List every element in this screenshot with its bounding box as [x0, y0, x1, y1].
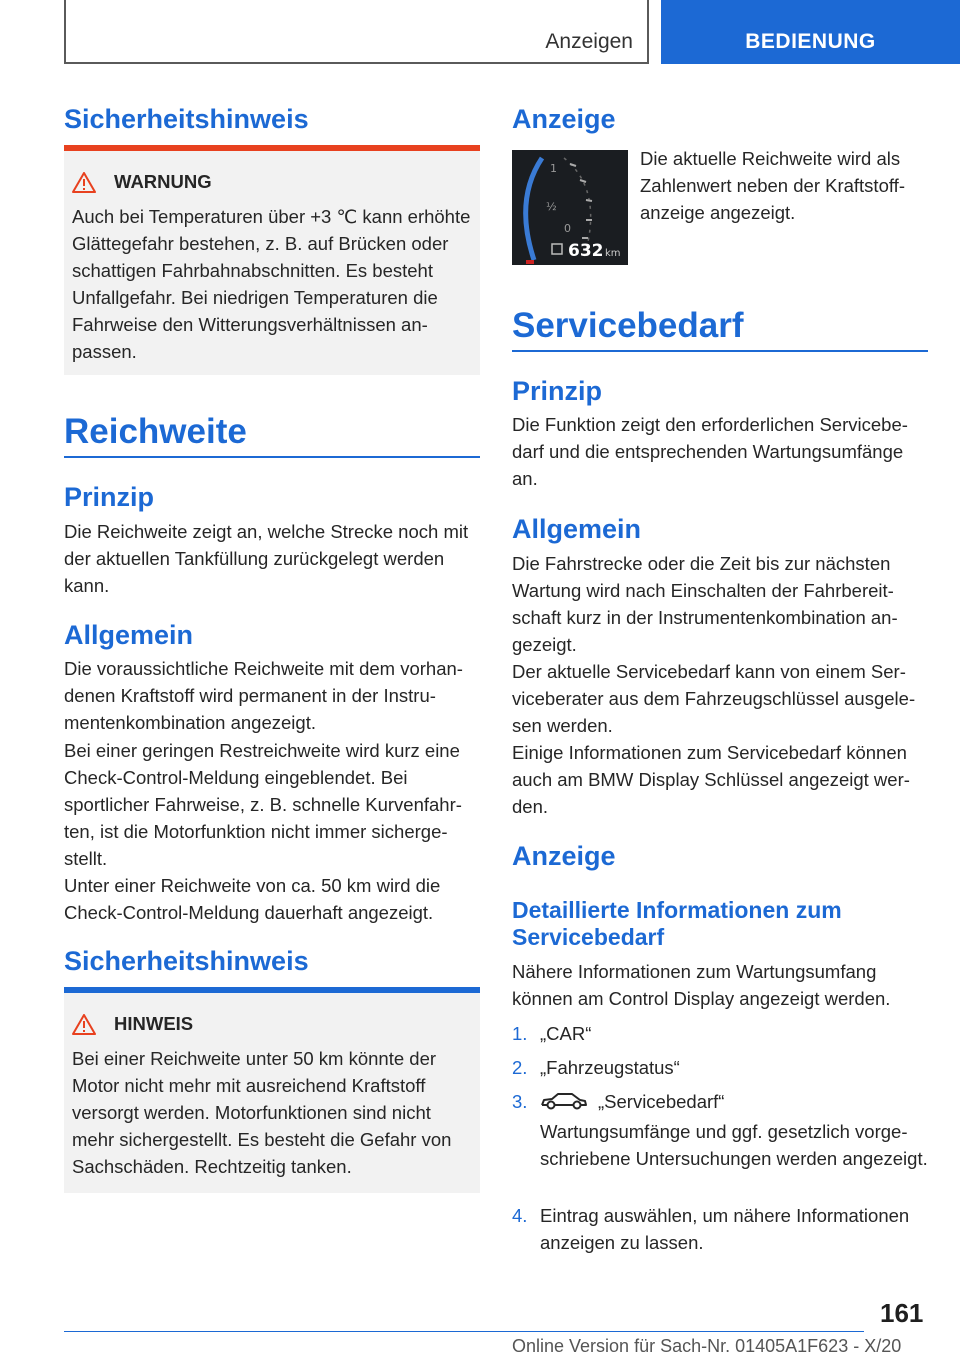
range-general-p1: Die voraussichtliche Reichweite mit dem vorhandenen Kraftstoff wird permanent in der Instrumentenkombination angezeigt. [64, 658, 463, 733]
service-detail-heading: Detaillierte Informationen zum Servicebedarf [512, 897, 842, 950]
service-principle-text: Die Funktion zeigt den erforderlichen Servicebedarf und die entsprechenden Wartungsumfänge an. [512, 414, 908, 489]
warning-box [64, 145, 480, 375]
service-general-p3: Einige Informationen zum Servicebedarf können auch am BMW Display Schlüssel angezeigt werden. [512, 742, 910, 817]
service-general-heading: Allgemein [512, 514, 642, 544]
range-heading: Reichweite [64, 412, 247, 451]
warning-triangle-icon [72, 172, 96, 193]
range-principle-text: Die Reichweite zeigt an, welche Strecke noch mit der aktuellen Tankfüllung zurückgelegt werden kann. [64, 521, 469, 596]
gauge-range-value: 632 [568, 241, 604, 261]
service-general-p2: Der aktuelle Servicebedarf kann von einem Serviceberater aus dem Fahrzeugschlüssel ausgelesen werden. [512, 661, 916, 736]
range-general-p2: Bei einer geringen Restreichweite wird kurz eine Check-Control-Meldung eingeblendet. Bei sportlicher Fahrweise, z. B. schnelle Kurvenfahrten, ist die Motorfunktion nicht immer sichergestellt. [64, 740, 462, 869]
page-number: 161 [880, 1298, 924, 1328]
range-heading-rule [64, 456, 480, 458]
header-chapter-tab [661, 0, 960, 64]
car-icon [540, 1090, 588, 1112]
footer-rule [64, 1331, 864, 1332]
warning-triangle-icon [72, 1014, 96, 1035]
notice-box [64, 987, 480, 1193]
display-text: Die aktuelle Reichweite wird als Zahlenwert neben der Kraftstoffanzeige angezeigt. [640, 148, 905, 223]
gauge-label-empty: 0 [564, 222, 571, 235]
step-4-text: Eintrag auswählen, um nähere Informationen anzeigen zu lassen. [540, 1205, 910, 1253]
safety-heading-1: Sicherheitshinweis [64, 104, 309, 134]
step-2-text: „Fahrzeugstatus“ [540, 1057, 680, 1078]
service-general-p1: Die Fahrstrecke oder die Zeit bis zur nächsten Wartung wird nach Einschalten der Fahrbereitschaft kurz in der Instrumentenkombination angezeigt. [512, 553, 898, 655]
service-heading-rule [512, 350, 928, 352]
step-3-text: „Servicebedarf“ [598, 1091, 725, 1112]
notice-title: HINWEIS [114, 1013, 194, 1034]
warning-title: WARNUNG [114, 171, 212, 192]
service-heading: Servicebedarf [512, 306, 744, 345]
gauge-label-full: 1 [550, 162, 557, 175]
gauge-range-unit: km [605, 248, 621, 259]
range-general-heading: Allgemein [64, 620, 194, 650]
step-3-number: 3. [512, 1091, 528, 1112]
step-4-number: 4. [512, 1205, 528, 1226]
header-section-label: Anzeigen [545, 30, 633, 53]
range-principle-heading: Prinzip [64, 482, 155, 512]
step-1-number: 1. [512, 1023, 528, 1044]
step-1-text: „CAR“ [540, 1023, 592, 1044]
service-principle-heading: Prinzip [512, 376, 603, 406]
service-display-heading: Anzeige [512, 841, 616, 871]
footer-online-version: Online Version für Sach-Nr. 01405A1F623 - X/20 [512, 1336, 902, 1356]
service-detail-text: Nähere Informationen zum Wartungsumfang können am Control Display angezeigt werden. [512, 961, 891, 1009]
warning-text: Auch bei Temperaturen über +3 ℃ kann erhöhte Glättegefahr bestehen, z. B. auf Brücken oder schattigen Fahrbahnabschnitten. Es besteht Unfallgefahr. Bei niedrigen Temperaturen die Fahrweise den Witterungsverhältnissen anpassen. [72, 206, 471, 362]
range-general-p3: Unter einer Reichweite von ca. 50 km wird die Check-Control-Meldung dauerhaft angezeigt. [64, 875, 441, 923]
fuel-gauge-graphic [512, 150, 628, 265]
header-chapter-label: BEDIENUNG [745, 30, 876, 53]
fuel-pump-icon [552, 244, 562, 254]
display-heading: Anzeige [512, 104, 616, 134]
step-2-number: 2. [512, 1057, 528, 1078]
gauge-label-half: ½ [546, 200, 557, 213]
header-section-tab [64, 0, 649, 64]
notice-text: Bei einer Reichweite unter 50 km könnte der Motor nicht mehr mit ausreichend Kraftstoff versorgt werden. Motorfunktionen sind nicht mehr sichergestellt. Es besteht die Gefahr von Sachschäden. Rechtzeitig tanken. [72, 1048, 452, 1177]
step-3-subtext: Wartungsumfänge und ggf. gesetzlich vorgeschriebene Untersuchungen werden angezeigt. [540, 1121, 928, 1169]
safety-heading-2: Sicherheitshinweis [64, 946, 309, 976]
fuel-gauge-image [512, 150, 628, 265]
